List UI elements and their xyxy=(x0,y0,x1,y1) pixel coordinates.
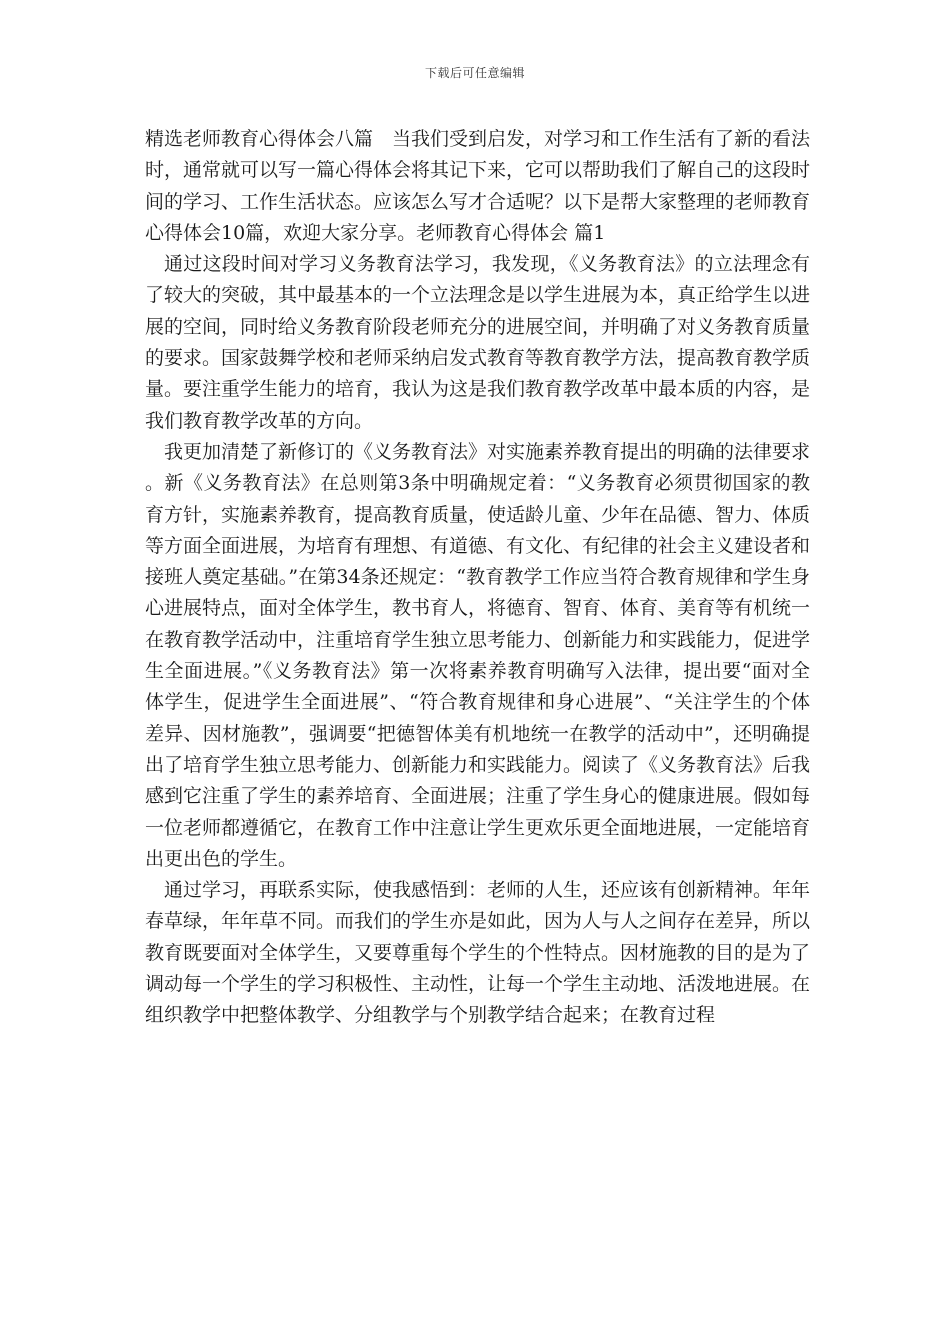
document-body xyxy=(145,124,810,1032)
header-note: 下载后可任意编辑 xyxy=(424,66,525,80)
intro-paragraph: 精选老师教育心得体会八篇 当我们受到启发，对学习和工作生活有了新的看法时，通常就可以写一篇心得体会将其记下来，它可以帮助我们了解自己的这段时间的学习、工作生活状态。应该怎么写才合适呢？以下是帮大家整理的老师教育心得体会10篇，欢迎大家分享。老师教育心得体会 篇1 xyxy=(145,128,811,244)
body-paragraph-1: 通过这段时间对学习义务教育法学习，我发现，《义务教育法》的立法理念有了较大的突破，其中最基本的一个立法理念是以学生进展为本，真正给学生以进展的空间，同时给义务教育阶段老师充分的进展空间，并明确了对义务教育质量的要求。国家鼓舞学校和老师采纳启发式教育等教育教学方法，提高教育教学质量。要注重学生能力的培育，我认为这是我们教育教学改革中最本质的内容，是我们教育教学改革的方向。 xyxy=(145,253,811,432)
body-paragraph-3: 通过学习，再联系实际，使我感悟到：老师的人生，还应该有创新精神。年年春草绿，年年草不同。而我们的学生亦是如此，因为人与人之间存在差异，所以教育既要面对全体学生，又要尊重每个学生的个性特点。因材施教的目的是为了调动每一个学生的学习积极性、主动性，让每一个学生主动地、活泼地进展。在组织教学中把整体教学、分组教学与个别教学结合起来；在教育过程 xyxy=(145,879,811,1027)
body-paragraph-2: 我更加清楚了新修订的《义务教育法》对实施素养教育提出的明确的法律要求。新《义务教育法》在总则第3条中明确规定着：“义务教育必须贯彻国家的教育方针，实施素养教育，提高教育质量，使适龄儿童、少年在品德、智力、体质等方面全面进展，为培育有理想、有道德、有文化、有纪律的社会主义建设者和接班人奠定基础。”在第34条还规定：“教育教学工作应当符合教育规律和学生身心进展特点，面对全体学生，教书育人，将德育、智育、体育、美育等有机统一在教育教学活动中，注重培育学生独立思考能力、创新能力和实践能力，促进学生全面进展。”《义务教育法》第一次将素养教育明确写入法律，提出要“面对全体学生，促进学生全面进展”、“符合教育规律和身心进展”、“关注学生的个体差异、因材施教”，强调要“把德智体美有机地统一在教学的活动中”，还明确提出了培育学生独立思考能力、创新能力和实践能力。阅读了《义务教育法》后我感到它注重了学生的素养培育、全面进展；注重了学生身心的健康进展。假如每一位老师都遵循它，在教育工作中注意让学生更欢乐更全面地进展，一定能培育出更出色的学生。 xyxy=(145,440,811,870)
